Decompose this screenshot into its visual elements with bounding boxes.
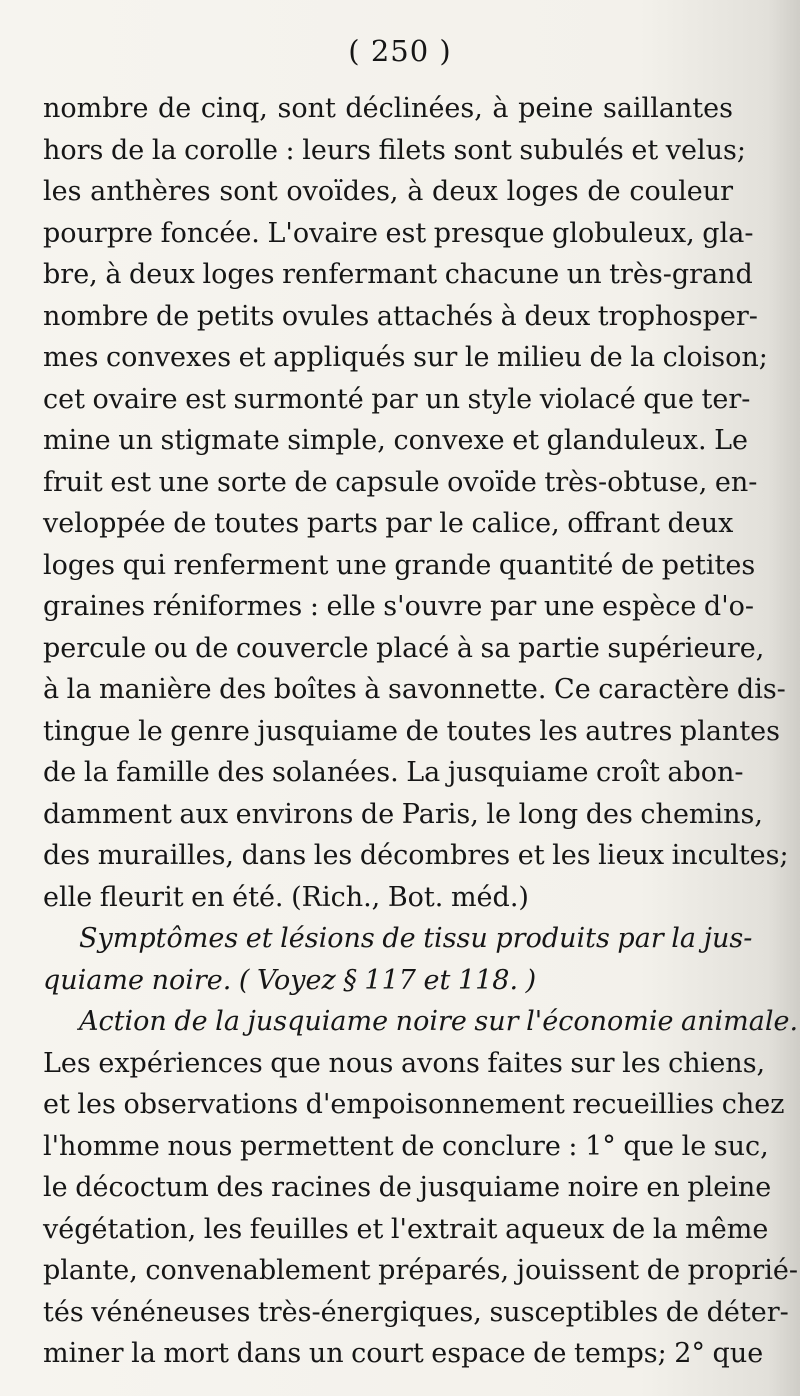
text-line: tingue le genre jusquiame de toutes les autres plantes xyxy=(43,715,781,747)
text-line: cet ovaire est surmonté par un style violacé que ter- xyxy=(43,383,751,415)
text-line: des murailles, dans les décombres et les lieux incultes; xyxy=(43,840,789,871)
text-line: percule ou de couvercle placé à sa partie supérieure, xyxy=(43,632,765,664)
text-line: mes convexes et appliqués sur le milieu de la cloison; xyxy=(43,342,768,373)
text-line: tés vénéneuses très-énergiques, susceptibles de déter- xyxy=(43,1296,789,1328)
text-line: et les observations d'empoisonnement recueillies chez xyxy=(43,1089,785,1120)
text-line: mine un stigmate simple, convexe et glanduleux. Le xyxy=(43,425,749,456)
text-line: le décoctum des racines de jusquiame noire en pleine xyxy=(43,1172,772,1203)
text-line: plante, convenablement préparés, jouissent de proprié- xyxy=(43,1255,799,1286)
text-line: fruit est une sorte de capsule ovoïde très-obtuse, en- xyxy=(43,466,758,498)
text-line: Symptômes et lésions de tissu produits par la jus- xyxy=(79,923,753,954)
text-line: Action de la jusquiame noire sur l'économie animale. xyxy=(79,1006,799,1037)
text-line: veloppée de toutes parts par le calice, offrant deux xyxy=(43,508,734,539)
text-line: à la manière des boîtes à savonnette. Ce caractère dis- xyxy=(43,674,786,705)
body-text xyxy=(43,88,799,1375)
text-line: loges qui renferment une grande quantité de petites xyxy=(43,549,756,581)
page-number: ( 250 ) xyxy=(348,34,452,68)
text-line: miner la mort dans un court espace de temps; 2° que xyxy=(43,1338,764,1369)
text-line: hors de la corolle : leurs filets sont subulés et velus; xyxy=(43,134,746,166)
text-line: l'homme nous permettent de conclure : 1° que le suc, xyxy=(43,1130,769,1162)
text-line: bre, à deux loges renfermant chacune un très-grand xyxy=(43,259,753,290)
text-line: nombre de petits ovules attachés à deux trophosper- xyxy=(43,300,758,332)
text-line: pourpre foncée. L'ovaire est presque globuleux, gla- xyxy=(43,217,754,249)
text-line: les anthères sont ovoïdes, à deux loges de couleur xyxy=(43,176,733,207)
text-line: nombre de cinq, sont déclinées, à peine saillantes xyxy=(43,93,733,124)
text-line: elle fleurit en été. (Rich., Bot. méd.) xyxy=(43,881,529,913)
text-line: de la famille des solanées. La jusquiame croît abon- xyxy=(43,757,744,788)
text-line: graines réniformes : elle s'ouvre par une espèce d'o- xyxy=(43,591,755,622)
text-line: végétation, les feuilles et l'extrait aqueux de la même xyxy=(43,1213,769,1245)
text-line: quiame noire. ( Voyez § 117 et 118. ) xyxy=(43,964,537,996)
text-line: damment aux environs de Paris, le long des chemins, xyxy=(43,798,763,830)
text-line: Les expériences que nous avons faites sur les chiens, xyxy=(43,1047,766,1079)
